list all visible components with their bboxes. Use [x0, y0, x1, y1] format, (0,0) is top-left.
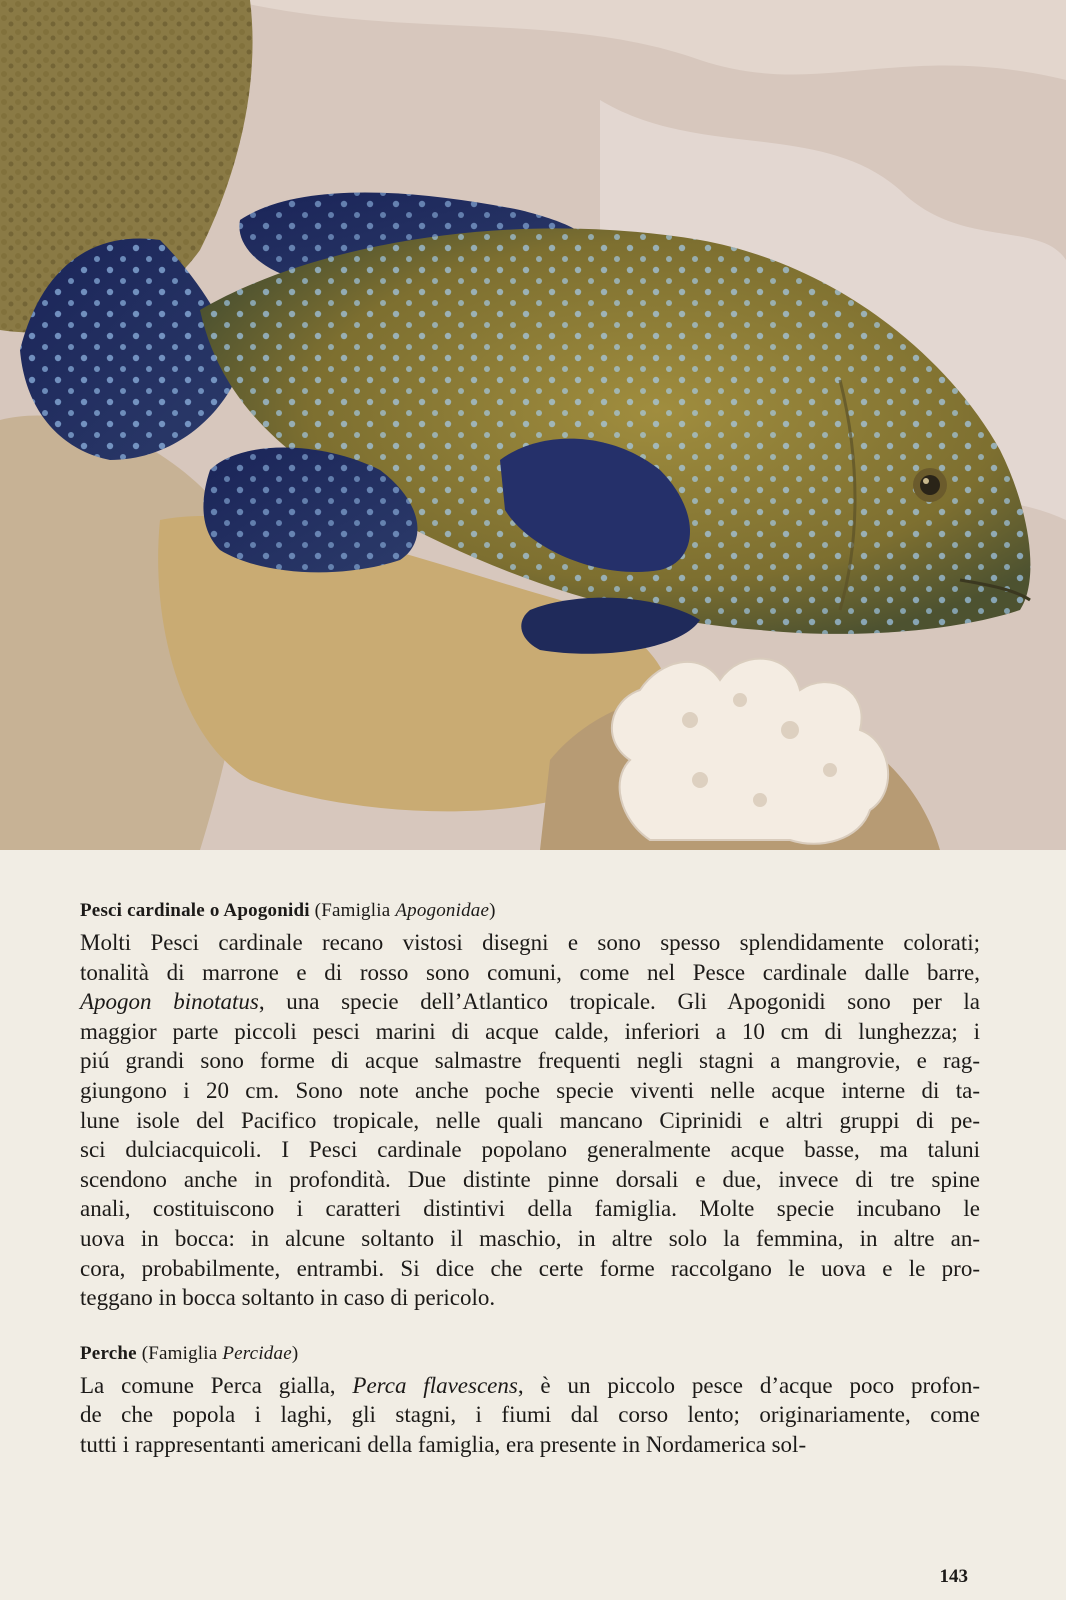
section-apogonidae	[80, 900, 980, 1313]
text-line: anali, costituiscono i caratteri distintivi della famiglia. Molte specie incubano le	[80, 1196, 980, 1222]
family-name: Percidae	[222, 1342, 292, 1364]
text-line: piú grandi sono forme di acque salmastre frequenti negli stagni a mangrovie, e rag-	[80, 1048, 980, 1074]
text-line: de che popola i laghi, gli stagni, i fiumi dal corso lento; originariamente, come	[80, 1402, 980, 1428]
page-number: 143	[939, 1566, 968, 1587]
text-line: lune isole del Pacifico tropicale, nelle quali mancano Ciprinidi e altri gruppi di pe-	[80, 1107, 980, 1133]
family-label: (Famiglia Apogonidae)	[314, 900, 496, 921]
family-label: (Famiglia Percidae)	[141, 1342, 299, 1364]
section-percidae	[80, 1343, 980, 1460]
text-line: La comune Perca gialla, Perca flavescens, è un piccolo pesce d’acque poco profon-	[80, 1372, 980, 1398]
text-line: giungono i 20 cm. Sono note anche poche specie viventi nelle acque interne di ta-	[80, 1077, 980, 1103]
text-line: uova in bocca: in alcune soltanto il maschio, in altre solo la femmina, in altre an-	[80, 1225, 980, 1251]
paragraph	[80, 1371, 980, 1460]
section-heading	[80, 900, 980, 922]
paragraph	[80, 928, 980, 1313]
text-line: tutti i rappresentanti americani della famiglia, era presente in Nordamerica sol-	[80, 1431, 807, 1457]
text-line: maggior parte piccoli pesci marini di acque calde, inferiori a 10 cm di lunghezza; i	[80, 1018, 980, 1044]
text-line: teggano in bocca soltanto in caso di pericolo.	[80, 1285, 496, 1311]
text-line: sci dulciacquicoli. I Pesci cardinale popolano generalmente acque basse, ma taluni	[80, 1137, 980, 1163]
text-line: scendono anche in profondità. Due distinte pinne dorsali e due, invece di tre spine	[80, 1166, 980, 1192]
heading-title: Pesci cardinale o Apogonidi	[80, 900, 310, 921]
heading-title: Perche	[80, 1342, 137, 1364]
text-line: cora, probabilmente, entrambi. Si dice che certe forme raccolgano le uova e le pro-	[80, 1255, 980, 1281]
text-line: Apogon binotatus, una specie dell’Atlantico tropicale. Gli Apogonidi sono per la	[80, 989, 980, 1015]
text-line: Molti Pesci cardinale recano vistosi disegni e sono spesso splendidamente colorati;	[80, 930, 980, 955]
text-line: tonalità di marrone e di rosso sono comuni, come nel Pesce cardinale dalle barre,	[80, 959, 980, 985]
text-area	[80, 900, 980, 1460]
section-heading	[80, 1343, 980, 1365]
family-name: Apogonidae	[395, 900, 490, 921]
